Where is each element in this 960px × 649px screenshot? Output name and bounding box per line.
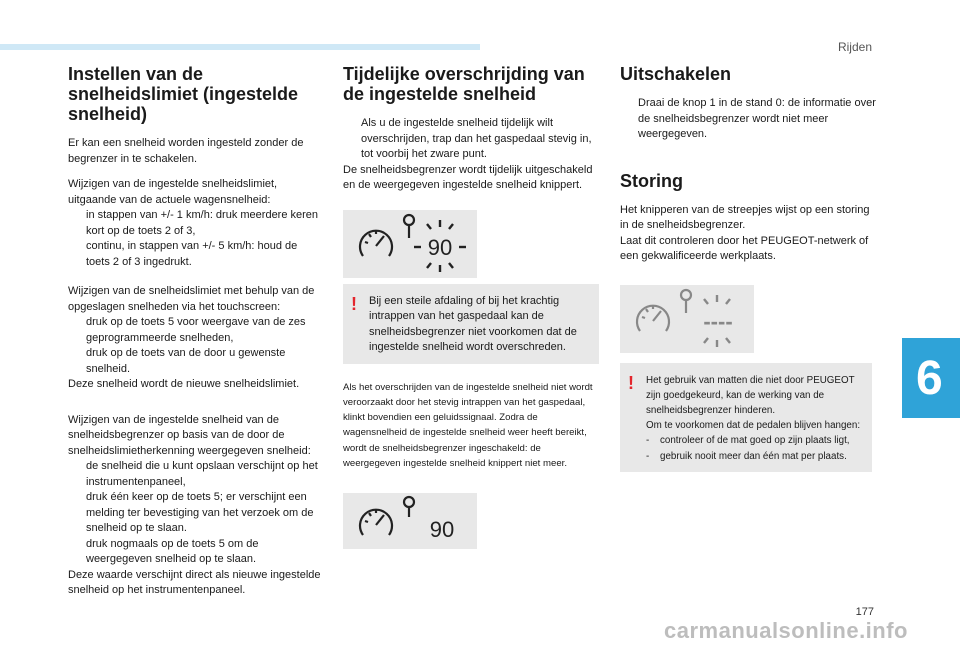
list-item: continu, in stappen van +/- 5 km/h: houd de toets 2 of 3 ingedrukt. [68,239,324,270]
warning-text: Bij een steile afdaling of bij het krachtig intrappen van het gaspedaal kan de snelheidsbegrenzer niet voorkomen dat de ingestelde snelheid wordt overschreden. [369,294,577,353]
speedometer-icon [360,230,392,255]
display-blinking-speed [343,210,477,278]
column-deactivate [620,64,876,472]
display-fault [620,285,754,353]
warning-box-descent [343,284,599,364]
list-item: de snelheid die u kunt opslaan verschijnt op het instrumentenpaneel, [68,459,324,490]
bullet-icon [68,346,86,377]
speedometer-icon [360,510,392,535]
warning-mats-text: Het gebruik van matten die niet door PEUGEOT zijn goedgekeurd, kan de werking van de snelheidsbegrenzer hinderen. [646,374,855,416]
warning-mats-lead: Om te voorkomen dat de pedalen blijven hangen: [646,420,861,432]
exceed-explanation: De snelheidsbegrenzer wordt tijdelijk uitgeschakeld en de weergegeven ingestelde snelheid knippert. [343,163,593,191]
warning-box-mats [620,363,872,472]
bullet-icon [68,208,86,239]
block2-end: Deze snelheid wordt de nieuwe snelheidslimiet. [68,378,300,390]
intro-text: Er kan een snelheid worden ingesteld zonder de begrenzer in te schakelen. [68,137,304,165]
block3-end: Deze waarde verschijnt direct als nieuwe ingestelde snelheid op het instrumentenpaneel. [68,568,321,596]
bullet-icon [68,490,86,537]
warning-exclamation-icon: ! [351,293,357,314]
top-accent-bar [0,44,480,50]
exceed-small-text: Als het overschrijden van de ingestelde snelheid niet wordt veroorzaakt door het stevig intrappen van het gaspedaal, klinkt bovendien een geluidssignaal. Zodra de wagensnelheid de ingestelde snelheid weer heeft bereikt, wordt de snelheidsbegrenzer ingeschakeld: de weergegeven ingestelde snelheid knippert niet meer. [343,381,593,469]
list-item: Draai de knop 1 in de stand 0: de informatie over de snelheidsbegrenzer wordt niet meer weergegeven. [620,96,876,143]
heading-temporary-exceed: Tijdelijke overschrijding van de ingestelde snelheid [343,64,585,104]
block2-lead: Wijzigen van de snelheidslimiet met behulp van de opgeslagen snelheden via het touchscreen: [68,285,315,313]
malfunction-advice: Laat dit controleren door het PEUGEOT-netwerk of een gekwalificeerde werkplaats. [620,234,869,262]
page-number: 177 [855,606,874,618]
heading-speed-setting: Instellen van de snelheidslimiet (ingestelde snelheid) [68,64,299,124]
heading-deactivate: Uitschakelen [620,64,732,84]
list-item: druk op de toets 5 voor weergave van de zes geprogrammeerde snelheden, [68,315,324,346]
column-speed-setting [68,64,324,613]
bullet-icon [68,315,86,346]
bullet-icon [620,96,638,143]
bullet-icon [68,537,86,568]
bullet-icon [343,116,361,163]
fault-display [620,285,754,353]
list-item: Als u de ingestelde snelheid tijdelijk wilt overschrijden, trap dan het gaspedaal stevig in, tot voorbij het zware punt. [343,116,599,163]
block3-lead: Wijzigen van de ingestelde snelheid van de snelheidsbegrenzer op basis van de door de snelheidslimietherkenning weergegeven snelheid: [68,413,311,457]
malfunction-text: Het knipperen van de streepjes wijst op een storing in de snelheidsbegrenzer. [620,203,870,231]
bullet-icon [68,459,86,490]
column-temporary-exceed [343,64,599,549]
warning-exclamation-icon: ! [628,372,634,393]
watermark: carmanualsonline.info [664,618,908,643]
section-label: Rijden [837,40,872,54]
block-limit-recognition [68,413,324,599]
heading-malfunction: Storing [620,170,683,191]
display-steady-speed [343,493,477,549]
block1-lead: Wijzigen van de ingestelde snelheidslimiet, uitgaande van de actuele wagensnelheid: [68,178,278,206]
blinking-speed-display [343,210,477,278]
list-item: - controleer of de mat goed op zijn plaats ligt, [646,435,850,447]
block-touchscreen [68,284,324,393]
list-item: in stappen van +/- 1 km/h: druk meerdere keren kort op de toets 2 of 3, [68,208,324,239]
fault-dashes: ---- [703,308,733,334]
list-item: druk op de toets van de door u gewenste snelheid. [68,346,324,377]
chapter-tab: 6 [902,338,960,418]
steady-speed-display [343,493,477,549]
bullet-icon [68,239,86,270]
list-item: - gebruik nooit meer dan één mat per plaats. [646,450,847,462]
block-adjust-current [68,177,324,270]
speed-limit-pin-icon [404,215,414,238]
speed-limit-pin-icon [404,497,414,517]
speedometer-icon [637,305,669,330]
list-item: druk nogmaals op de toets 5 om de weergegeven snelheid op te slaan. [68,537,324,568]
speed-value: 90 [429,517,455,543]
list-item: druk één keer op de toets 5; er verschijnt een melding ter bevestiging van het verzoek om de snelheid op te slaan. [68,490,324,537]
speed-limit-pin-icon [681,290,691,313]
speed-value: 90 [427,234,453,260]
